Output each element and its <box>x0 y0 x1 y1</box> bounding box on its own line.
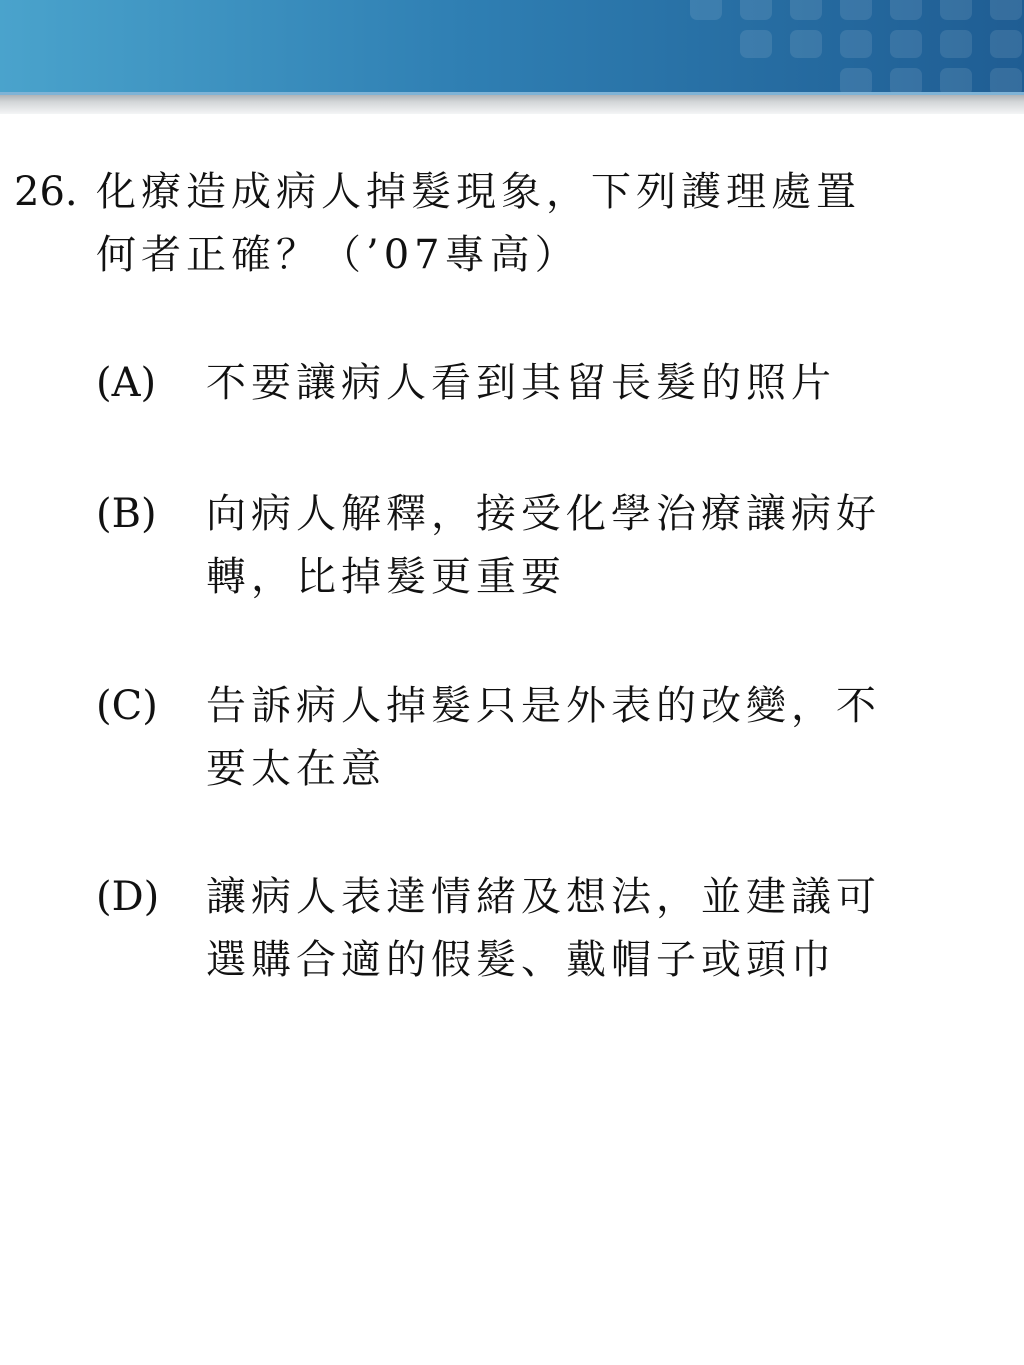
banner-decoration <box>990 0 1022 20</box>
banner-decoration <box>840 30 872 58</box>
option-c-text-line-1: 告訴病人掉髮只是外表的改變，不 <box>206 683 881 729</box>
banner-decoration <box>890 30 922 58</box>
banner-decoration <box>890 68 922 92</box>
banner-decoration <box>690 0 722 20</box>
banner-decoration <box>990 68 1022 92</box>
banner-decoration <box>740 30 772 58</box>
option-c-label: (C) <box>96 683 158 729</box>
option-b-text-line-2: 轉，比掉髮更重要 <box>206 554 566 600</box>
option-d-text-line-1: 讓病人表達情緒及想法，並建議可 <box>206 874 881 920</box>
banner-divider <box>0 92 1024 95</box>
header-banner <box>0 0 1024 92</box>
banner-decoration <box>990 30 1022 58</box>
banner-decoration <box>790 30 822 58</box>
option-d-text-line-2: 選購合適的假髮、戴帽子或頭巾 <box>206 937 836 983</box>
banner-shadow <box>0 92 1024 114</box>
question-number: 26. <box>14 169 78 215</box>
banner-decoration <box>840 0 872 20</box>
option-b-text-line-1: 向病人解釋，接受化學治療讓病好 <box>206 491 881 537</box>
option-b-label: (B) <box>96 491 157 537</box>
banner-decoration <box>890 0 922 20</box>
banner-decoration <box>790 0 822 20</box>
option-a-text: 不要讓病人看到其留長髮的照片 <box>206 360 836 406</box>
question-text-line-2: 何者正確？（’07專高） <box>96 232 580 278</box>
banner-decoration <box>940 30 972 58</box>
banner-decoration <box>740 0 772 20</box>
option-c-text-line-2: 要太在意 <box>206 746 386 792</box>
banner-decoration <box>940 68 972 92</box>
option-d-label: (D) <box>96 874 160 920</box>
option-a-label: (A) <box>96 360 157 406</box>
question-text-line-1: 化療造成病人掉髮現象，下列護理處置 <box>96 169 861 215</box>
banner-decoration <box>940 0 972 20</box>
banner-decoration <box>840 68 872 92</box>
